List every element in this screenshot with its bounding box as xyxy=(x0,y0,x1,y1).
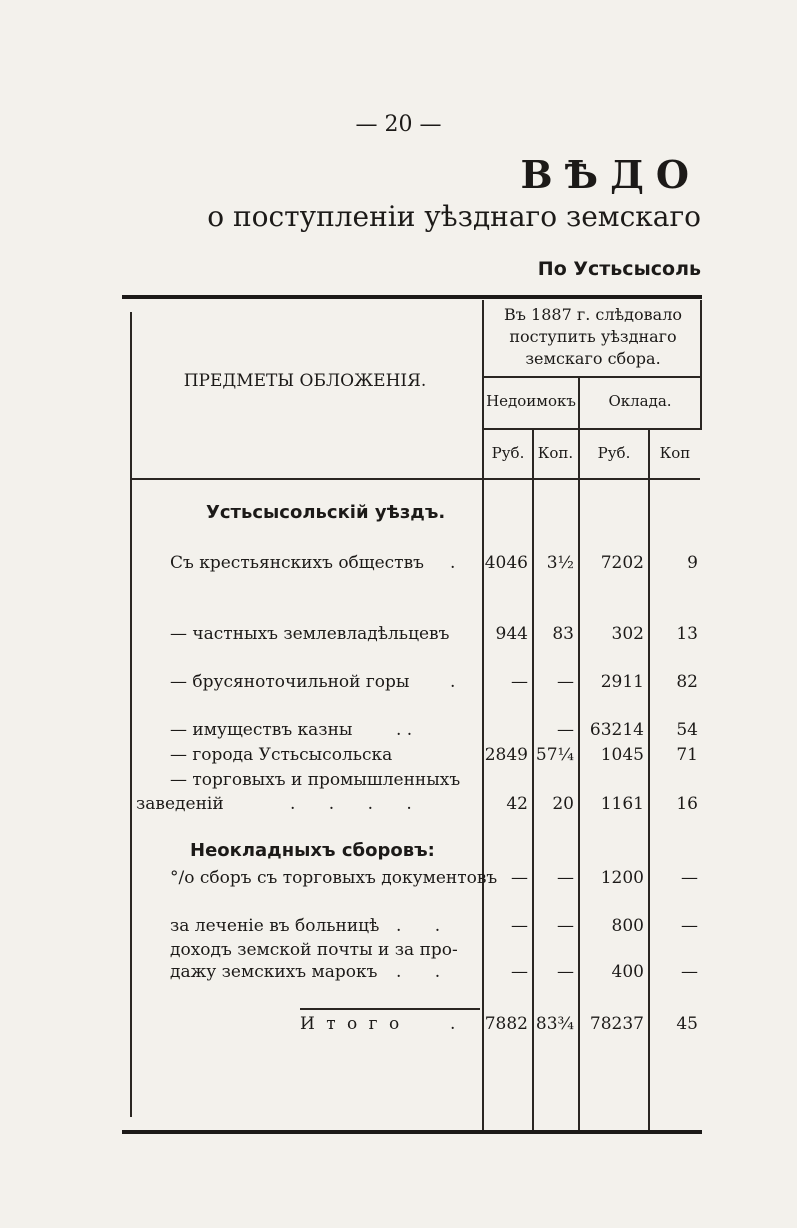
assessment-rub: 1200 xyxy=(600,868,644,888)
assessment-kop: 71 xyxy=(676,745,698,765)
row-label: — города Устьсысольска xyxy=(170,745,393,765)
assessment-kop-header: Коп xyxy=(659,444,691,462)
total-arrears-kop: 83¾ xyxy=(535,1014,574,1034)
assessment-kop: 16 xyxy=(676,794,698,814)
arrears-kop: — xyxy=(557,916,574,936)
row-label: — имуществъ казны xyxy=(170,720,353,740)
arrears-rub: 944 xyxy=(495,624,528,644)
table-top-rule xyxy=(122,295,702,299)
table-left-border xyxy=(130,312,132,1117)
arrears-rub: 4046 xyxy=(484,553,528,573)
group-header: Въ 1887 г. слѣдовало поступить уѣзднаго земскаго сбора. xyxy=(504,305,682,368)
row-dots: . . . . xyxy=(290,794,426,814)
assessment-rub: 302 xyxy=(611,624,644,644)
row-dots: . xyxy=(450,1014,456,1034)
header-rule-bottom xyxy=(130,478,700,480)
arrears-kop: 20 xyxy=(552,794,574,814)
assessment-kop: 13 xyxy=(676,624,698,644)
section-title-district: Устьсысольскій уѣздъ. xyxy=(206,502,446,523)
row-label: — брусяноточильной горы xyxy=(170,672,410,692)
arrears-kop: — xyxy=(557,868,574,888)
assessment-rub: 2911 xyxy=(600,672,644,692)
arrears-header: Недоимокъ xyxy=(486,392,576,410)
table-bottom-rule xyxy=(122,1130,702,1134)
arrears-kop: 57¼ xyxy=(535,745,574,765)
arrears-kop-header: Коп. xyxy=(537,444,574,462)
row-label: °/о сборъ съ торговыхъ документовъ xyxy=(170,868,498,888)
arrears-kop: 3½ xyxy=(546,553,574,573)
assessment-rub: 1161 xyxy=(600,794,644,814)
arrears-rub: 2849 xyxy=(484,745,528,765)
assessment-header: Оклада. xyxy=(608,392,672,410)
arrears-kop: — xyxy=(557,720,574,740)
row-label: доходъ земской почты и за про- xyxy=(170,940,458,960)
arrears-rub: 42 xyxy=(506,794,528,814)
arrears-kop: 83 xyxy=(552,624,574,644)
table-right-border xyxy=(700,300,702,430)
arrears-rub: — xyxy=(511,962,528,982)
row-dots: . . xyxy=(396,720,413,740)
arrears-rub: — xyxy=(511,916,528,936)
assessment-kop: — xyxy=(681,868,698,888)
header-rule-sub xyxy=(482,428,700,430)
total-assessment-kop: 45 xyxy=(676,1014,698,1034)
row-dots: . xyxy=(450,553,456,573)
document-subtitle: о поступленіи уѣзднаго земскаго xyxy=(207,200,701,233)
arrears-kop: — xyxy=(557,962,574,982)
row-label: Съ крестьянскихъ обществъ xyxy=(170,553,424,573)
arrears-rub-header: Руб. xyxy=(491,444,525,462)
row-dots: . . xyxy=(396,962,455,982)
row-dots: . xyxy=(450,672,456,692)
total-rule xyxy=(300,1008,480,1010)
assessment-rub: 63214 xyxy=(589,720,644,740)
row-label: — торговыхъ и промышленныхъ xyxy=(170,770,461,790)
total-arrears-rub: 7882 xyxy=(484,1014,528,1034)
header-rule-group xyxy=(482,376,700,378)
page-number: — 20 — xyxy=(355,112,442,137)
total-assessment-rub: 78237 xyxy=(589,1014,644,1034)
column-divider-arrears-rub xyxy=(482,300,484,1130)
document-title: ВѢДО xyxy=(520,152,701,197)
total-label: И т о г о xyxy=(300,1014,403,1034)
assessment-rub-header: Руб. xyxy=(597,444,631,462)
assessment-rub: 1045 xyxy=(600,745,644,765)
row-label-continued: заведеній xyxy=(136,794,224,814)
district-header: По Устьсысоль xyxy=(537,258,701,280)
assessment-kop: 9 xyxy=(687,553,698,573)
assessment-rub: 7202 xyxy=(600,553,644,573)
arrears-kop: — xyxy=(557,672,574,692)
assessment-rub: 800 xyxy=(611,916,644,936)
assessment-kop: 82 xyxy=(676,672,698,692)
row-label: — частныхъ землевладѣльцевъ xyxy=(170,624,450,644)
arrears-rub: — xyxy=(511,672,528,692)
assessment-kop: 54 xyxy=(676,720,698,740)
row-label-continued: дажу земскихъ марокъ xyxy=(170,962,378,982)
arrears-rub: — xyxy=(511,868,528,888)
assessment-kop: — xyxy=(681,962,698,982)
assessment-kop: — xyxy=(681,916,698,936)
section-title-non-assessed: Неокладныхъ сборовъ: xyxy=(190,840,435,861)
subject-header: ПРЕДМЕТЫ ОБЛОЖЕНІЯ. xyxy=(183,371,427,391)
assessment-rub: 400 xyxy=(611,962,644,982)
row-dots: . . xyxy=(396,916,455,936)
row-label: за леченіе въ больницѣ xyxy=(170,916,380,936)
